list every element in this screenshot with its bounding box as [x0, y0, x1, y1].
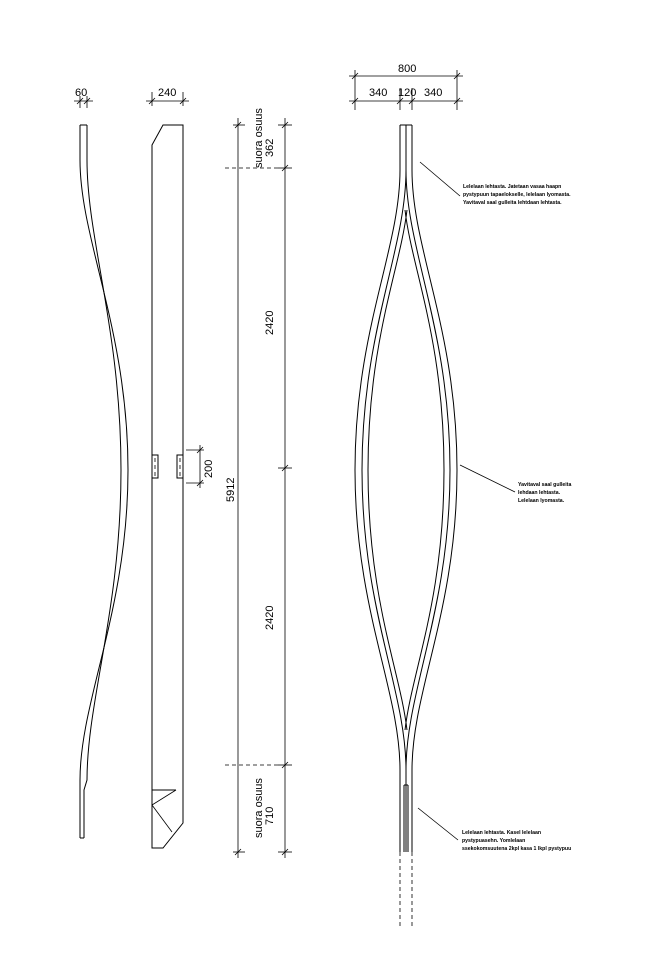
svg-text:Yavitaval saal gulleita lehtda: Yavitaval saal gulleita lehtdaan lehtasta. [463, 200, 562, 206]
dim-total-width: 800 [398, 63, 417, 75]
dim-side-left: 340 [369, 87, 388, 99]
note-bottom [462, 830, 571, 852]
dim-width: 240 [158, 87, 177, 99]
dim-thickness: 60 [75, 87, 88, 99]
svg-text:lehdaan lehtasta.: lehdaan lehtasta. [518, 490, 561, 496]
dim-top-straight: 362 [264, 138, 276, 157]
dim-curve-upper: 2420 [264, 310, 276, 335]
note-middle [518, 482, 571, 504]
label-straight-bottom: suora osuus [253, 778, 265, 838]
svg-text:pystypuasehn. Yomlelaan: pystypuasehn. Yomlelaan [462, 838, 526, 844]
svg-text:Lelelaan lehtasta. Jatetaan va: Lelelaan lehtasta. Jatetaan vasaa haapn [463, 184, 562, 190]
dim-curve-lower: 2420 [264, 605, 276, 630]
dim-total-length: 5912 [225, 477, 237, 502]
note-top [463, 184, 571, 206]
svg-text:pystypuun tapaelokselle, lelel: pystypuun tapaelokselle, lelelaan lyomasta. [463, 192, 571, 198]
front-profile-view [146, 92, 204, 848]
label-straight-top: suora osuus [253, 108, 265, 168]
svg-text:ssekokomsuutena 2kpl kasa 1 lk: ssekokomsuutena 2kpl kasa 1 lkpl pystypuu [462, 846, 572, 852]
dim-notch: 200 [203, 459, 215, 478]
dim-bottom-straight: 710 [264, 806, 276, 825]
svg-text:Yavitaval saal gulleita: Yavitaval saal gulleita [518, 482, 572, 488]
svg-text:Lelelaan lehtasta. Kasel lelel: Lelelaan lehtasta. Kasel lelelaan [462, 830, 542, 836]
side-profile-view [74, 96, 128, 838]
dim-side-right: 340 [424, 87, 443, 99]
svg-text:Lelelaan lyomasta.: Lelelaan lyomasta. [518, 498, 565, 504]
dim-center-gap: 120 [398, 87, 417, 99]
assembly-view [349, 70, 515, 928]
